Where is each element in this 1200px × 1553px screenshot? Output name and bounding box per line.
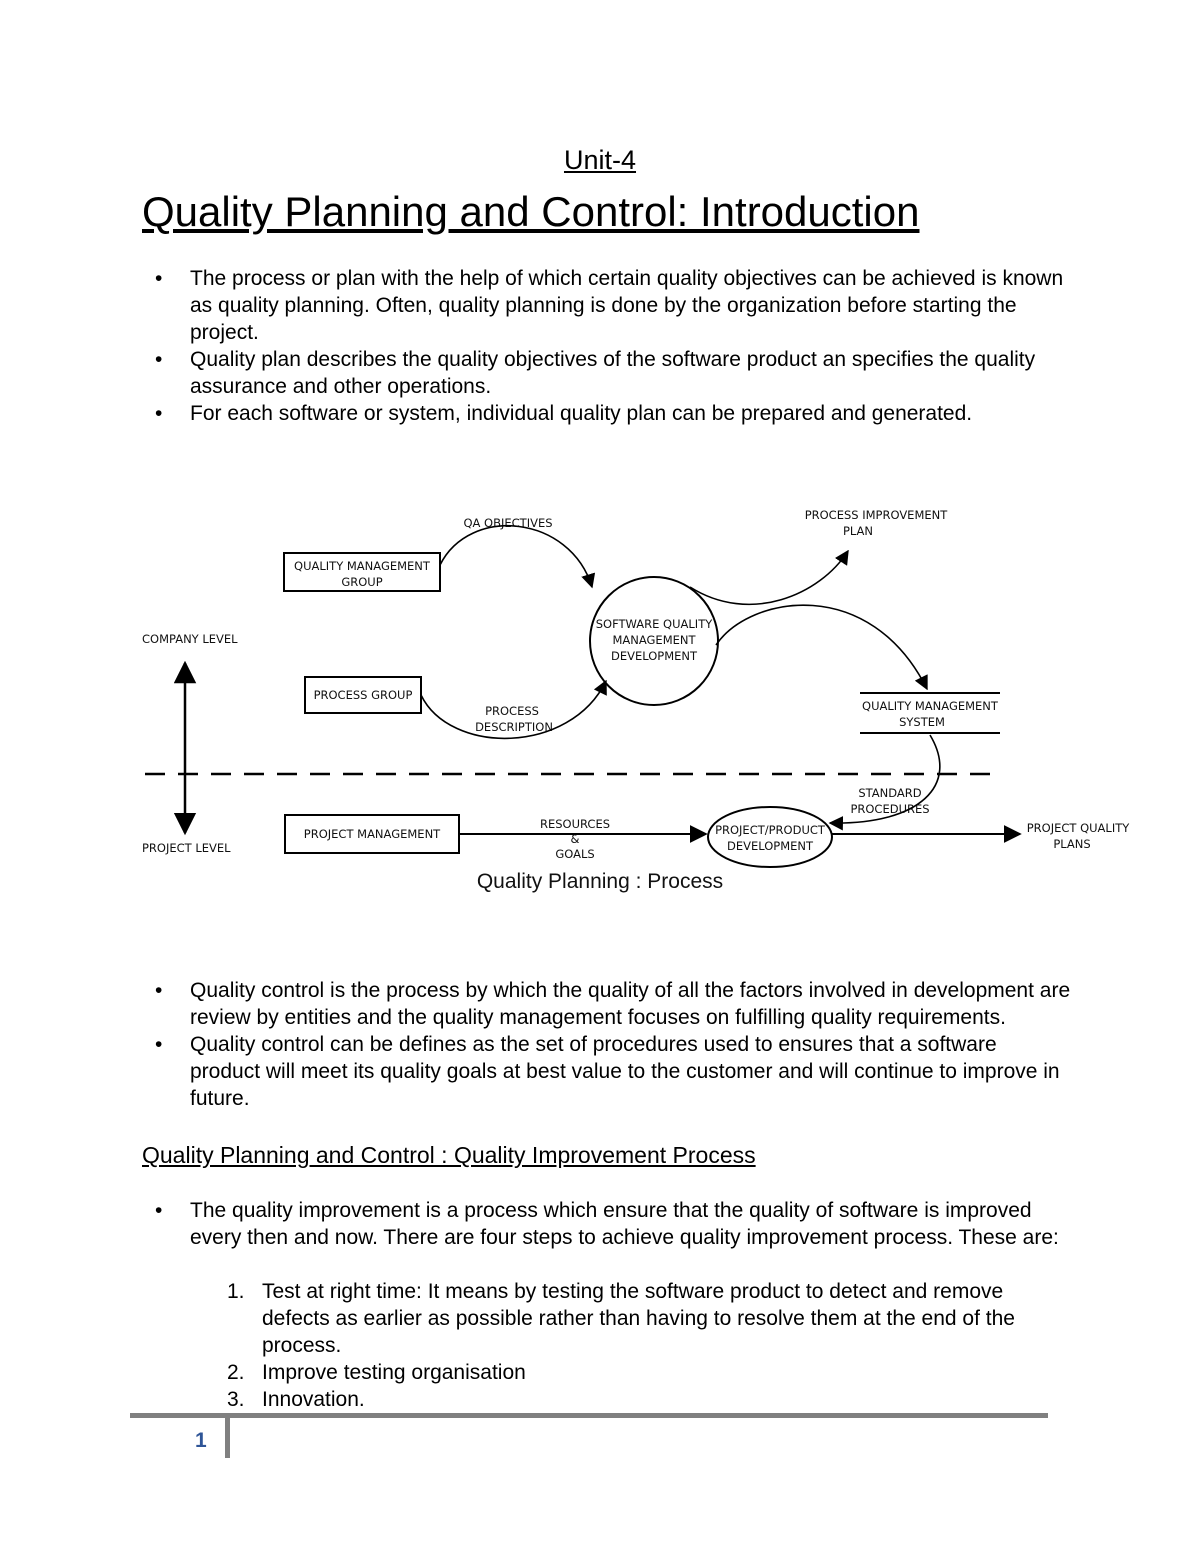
step-number: 1. <box>227 1280 245 1303</box>
bullet-icon: • <box>155 979 163 1002</box>
list-item: • The process or plan with the help of which certain quality objectives can be achieved is known as quality planning. Often, quality planning is done by the organization before starting the project. <box>155 267 1064 344</box>
sqm-label-line3: DEVELOPMENT <box>610 649 698 663</box>
process-improvement-arrow <box>690 551 848 604</box>
page-number: 1 <box>195 1429 207 1452</box>
project-product-development-ellipse <box>708 807 832 867</box>
list-item: • For each software or system, individual quality plan can be prepared and generated. <box>155 402 973 425</box>
diagram-caption: Quality Planning : Process <box>476 870 724 893</box>
pip-label-line1: PROCESS IMPROVEMENT <box>804 508 948 522</box>
ppd-label-line2: DEVELOPMENT <box>726 839 814 853</box>
quality-planning-diagram <box>130 495 1140 870</box>
resources-label: RESOURCES <box>539 817 611 831</box>
qms-label-line1: QUALITY MANAGEMENT <box>862 699 998 713</box>
list-item: • The quality improvement is a process which ensure that the quality of software is improved every then and now. There are four steps to achieve quality improvement process. These are: <box>155 1199 1059 1249</box>
bullet-icon: • <box>155 1033 163 1056</box>
qa-objectives-arrow <box>440 526 592 587</box>
project-level-label: PROJECT LEVEL <box>142 841 231 855</box>
ppd-label-line1: PROJECT/PRODUCT <box>715 823 825 837</box>
improvement-bullet-list <box>142 1197 1072 1251</box>
pqp-label-line1: PROJECT QUALITY <box>1026 821 1130 835</box>
footer-rule <box>130 1413 1048 1418</box>
qms-flow-arrow <box>716 605 927 689</box>
bullet-icon: • <box>155 267 163 290</box>
step-number: 2. <box>227 1361 245 1384</box>
bullet-icon: • <box>155 402 163 425</box>
list-item: • Quality control can be defines as the set of procedures used to ensures that a software product will meet its quality goals at best value to the customer and will continue to improve in future. <box>155 1033 1060 1110</box>
qms-label-line2: SYSTEM <box>899 715 945 729</box>
footer-divider <box>225 1418 230 1458</box>
company-level-label: COMPANY LEVEL <box>142 632 238 646</box>
list-item: • Quality control is the process by which the quality of all the factors involved in development are review by entities and the quality management focuses on fulfilling quality requirements. <box>155 979 1071 1029</box>
goals-label: GOALS <box>555 847 595 861</box>
step-number: 3. <box>227 1388 245 1411</box>
intro-bullet-list <box>142 265 1072 427</box>
qmg-label-line1: QUALITY MANAGEMENT <box>294 559 430 573</box>
pqp-label-line2: PLANS <box>1053 837 1091 851</box>
process-group-label: PROCESS GROUP <box>313 688 413 702</box>
sqm-label-line2: MANAGEMENT <box>612 633 696 647</box>
process-description-line2: DESCRIPTION <box>475 720 553 734</box>
pip-label-line2: PLAN <box>842 524 874 538</box>
improvement-steps-list <box>222 1278 1072 1413</box>
list-item: 2. Improve testing organisation <box>227 1361 526 1384</box>
sqm-label-line1: SOFTWARE QUALITY <box>595 617 713 631</box>
project-management-label: PROJECT MANAGEMENT <box>303 827 441 841</box>
standard-procedures-line1: STANDARD <box>858 786 922 800</box>
standard-procedures-line2: PROCEDURES <box>850 802 930 816</box>
list-item: • Quality plan describes the quality objectives of the software product an specifies the quality assurance and other operations. <box>155 348 1036 398</box>
unit-label: Unit-4 <box>563 145 637 175</box>
ampersand-label: & <box>570 832 580 846</box>
control-bullet-list <box>142 977 1072 1112</box>
process-description-line1: PROCESS <box>485 704 539 718</box>
page-title: Quality Planning and Control: Introduction <box>142 188 920 235</box>
list-item: 1. Test at right time: It means by testing the software product to detect and remove defects as earlier as possible rather than having to resolve them at the end of the process. <box>227 1280 1015 1357</box>
bullet-icon: • <box>155 348 163 371</box>
section-heading: Quality Planning and Control : Quality Improvement Process <box>142 1142 756 1168</box>
list-item: 3. Innovation. <box>227 1388 365 1411</box>
qmg-label-line2: GROUP <box>341 575 383 589</box>
bullet-icon: • <box>155 1199 163 1222</box>
qa-objectives-label: QA OBJECTIVES <box>463 516 553 530</box>
